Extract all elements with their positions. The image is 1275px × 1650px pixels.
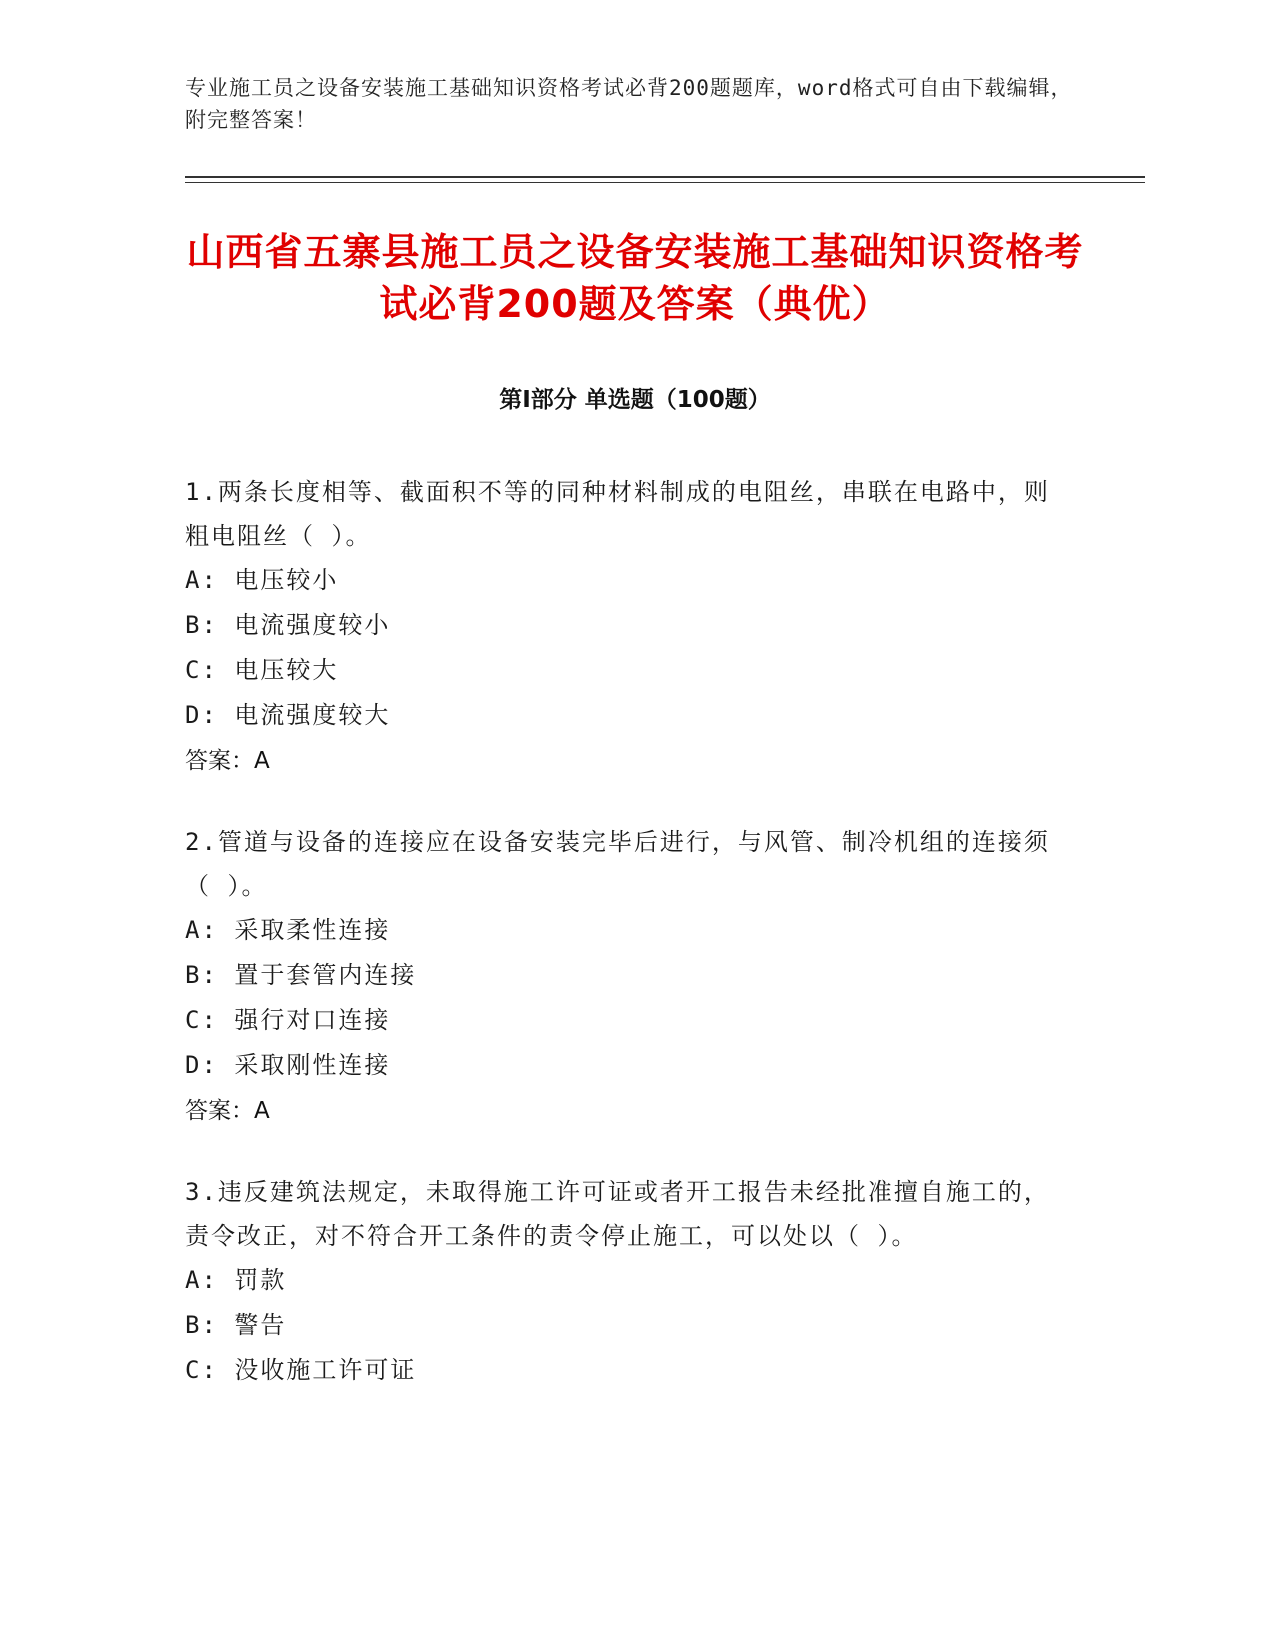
answer: 答案：A xyxy=(185,1098,270,1124)
option-b: B: 电流强度较小 xyxy=(185,611,391,639)
document-title: 山西省五寨县施工员之设备安装施工基础知识资格考试必背200题及答案（典优） xyxy=(186,230,1084,326)
question-3 xyxy=(185,1170,1065,1393)
header-note: 专业施工员之设备安装施工基础知识资格考试必背200题题库，word格式可自由下载编辑，附完整答案！ xyxy=(185,76,1073,132)
option-b: B: 置于套管内连接 xyxy=(185,961,417,989)
option-a: A: 采取柔性连接 xyxy=(185,916,391,944)
option-b: B: 警告 xyxy=(185,1311,287,1339)
question-stem: 1.两条长度相等、截面积不等的同种材料制成的电阻丝，串联在电路中，则粗电阻丝（ ）。 xyxy=(185,478,1050,550)
question-2 xyxy=(185,820,1065,1134)
option-a: A: 电压较小 xyxy=(185,566,339,594)
header-divider-thick xyxy=(185,176,1145,178)
option-d: D: 电流强度较大 xyxy=(185,701,391,729)
option-d: D: 采取刚性连接 xyxy=(185,1051,391,1079)
option-c: C: 没收施工许可证 xyxy=(185,1356,417,1384)
answer: 答案：A xyxy=(185,748,270,774)
question-1 xyxy=(185,470,1065,784)
question-stem: 2.管道与设备的连接应在设备安装完毕后进行，与风管、制冷机组的连接须（ ）。 xyxy=(185,828,1050,900)
section-heading: 第I部分 单选题（100题） xyxy=(499,387,771,413)
option-a: A: 罚款 xyxy=(185,1266,287,1294)
option-c: C: 强行对口连接 xyxy=(185,1006,391,1034)
header-divider-thin xyxy=(185,182,1145,183)
option-c: C: 电压较大 xyxy=(185,656,339,684)
question-stem: 3.违反建筑法规定，未取得施工许可证或者开工报告未经批准擅自施工的，责令改正，对不符合开工条件的责令停止施工，可以处以（ ）。 xyxy=(185,1178,1050,1250)
question-list xyxy=(185,470,1065,1429)
